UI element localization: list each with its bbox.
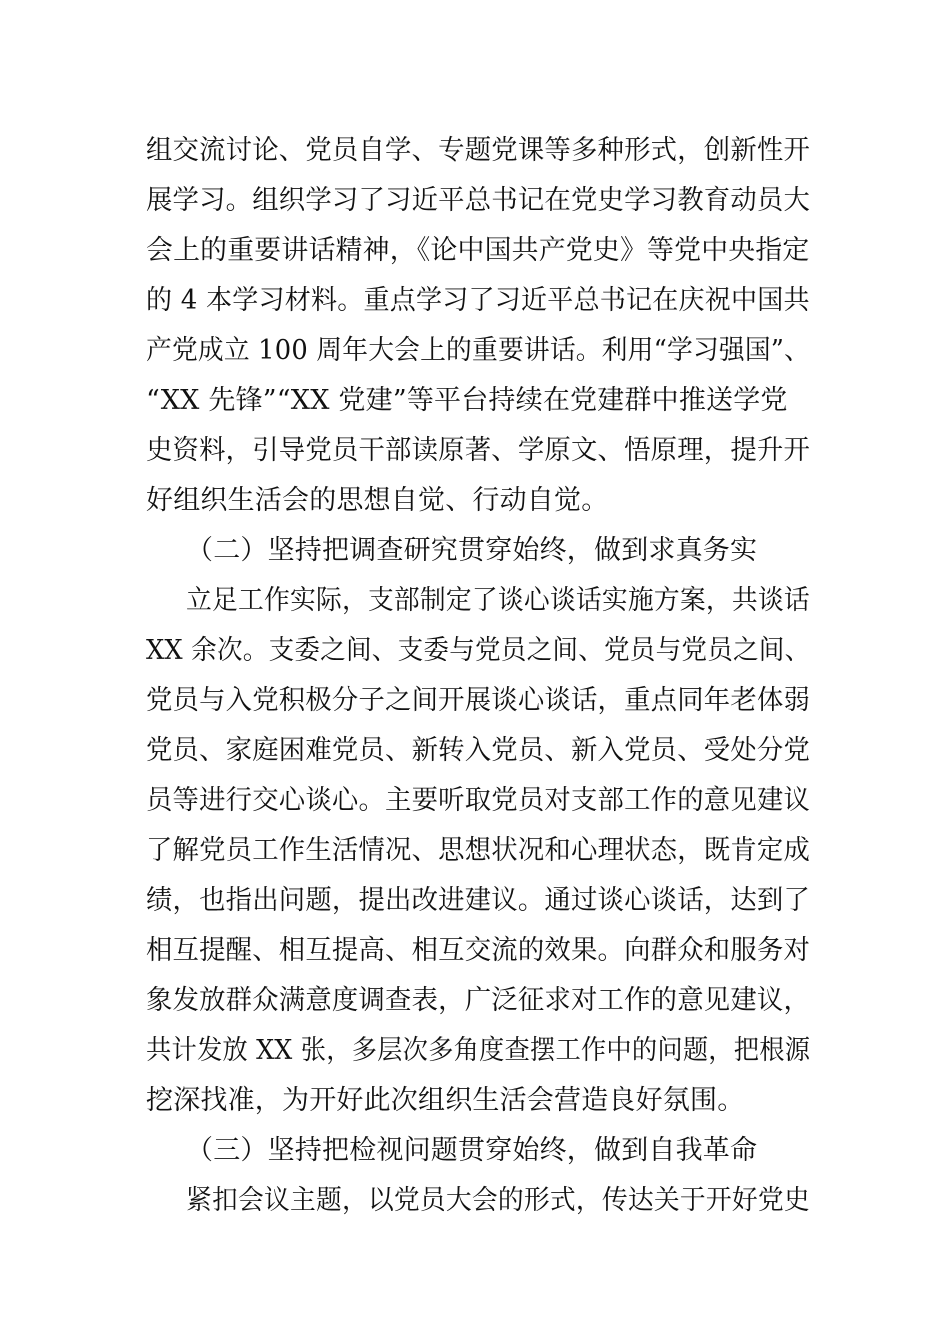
paragraph-1-line-5: 产党成立 100 周年大会上的重要讲话。利用“学习强国”、 <box>146 335 811 366</box>
paragraph-1-line-6: “XX 先锋”“XX 党建”等平台持续在党建群中推送学党 <box>146 385 788 416</box>
section-heading-3: （三）坚持把检视问题贯穿始终，做到自我革命 <box>186 1135 758 1166</box>
paragraph-1-line-2: 展学习。组织学习了习近平总书记在党史学习教育动员大 <box>146 185 810 216</box>
paragraph-2-line-5: 员等进行交心谈心。主要听取党员对支部工作的意见建议 <box>146 785 810 816</box>
paragraph-2-line-9: 象发放群众满意度调查表，广泛征求对工作的意见建议， <box>146 985 810 1016</box>
paragraph-2-line-8: 相互提醒、相互提高、相互交流的效果。向群众和服务对 <box>146 935 810 966</box>
section-heading-2: （二）坚持把调查研究贯穿始终，做到求真务实 <box>186 535 758 566</box>
paragraph-2-line-2: XX 余次。支委之间、支委与党员之间、党员与党员之间、 <box>146 635 811 666</box>
paragraph-2-line-4: 党员、家庭困难党员、新转入党员、新入党员、受处分党 <box>146 735 810 766</box>
paragraph-2-line-6: 了解党员工作生活情况、思想状况和心理状态，既肯定成 <box>146 835 810 866</box>
paragraph-2-line-1: 立足工作实际，支部制定了谈心谈话实施方案，共谈话 <box>186 585 810 616</box>
paragraph-2-line-11: 挖深找准，为开好此次组织生活会营造良好氛围。 <box>146 1085 745 1116</box>
paragraph-2-line-10: 共计发放 XX 张，多层次多角度查摆工作中的问题，把根源 <box>146 1035 811 1066</box>
paragraph-1-line-4: 的 4 本学习材料。重点学习了习近平总书记在庆祝中国共 <box>146 285 810 316</box>
paragraph-1-line-8: 好组织生活会的思想自觉、行动自觉。 <box>146 485 609 516</box>
paragraph-1-line-3: 会上的重要讲话精神，《论中国共产党史》等党中央指定 <box>146 235 810 266</box>
paragraph-2-line-3: 党员与入党积极分子之间开展谈心谈话，重点同年老体弱 <box>146 685 810 716</box>
paragraph-3-line-1: 紧扣会议主题，以党员大会的形式，传达关于开好党史 <box>186 1185 810 1216</box>
paragraph-1-line-1: 组交流讨论、党员自学、专题党课等多种形式，创新性开 <box>146 135 810 166</box>
paragraph-1-line-7: 史资料，引导党员干部读原著、学原文、悟原理，提升开 <box>146 435 810 466</box>
paragraph-2-line-7: 绩，也指出问题，提出改进建议。通过谈心谈话，达到了 <box>146 885 810 916</box>
